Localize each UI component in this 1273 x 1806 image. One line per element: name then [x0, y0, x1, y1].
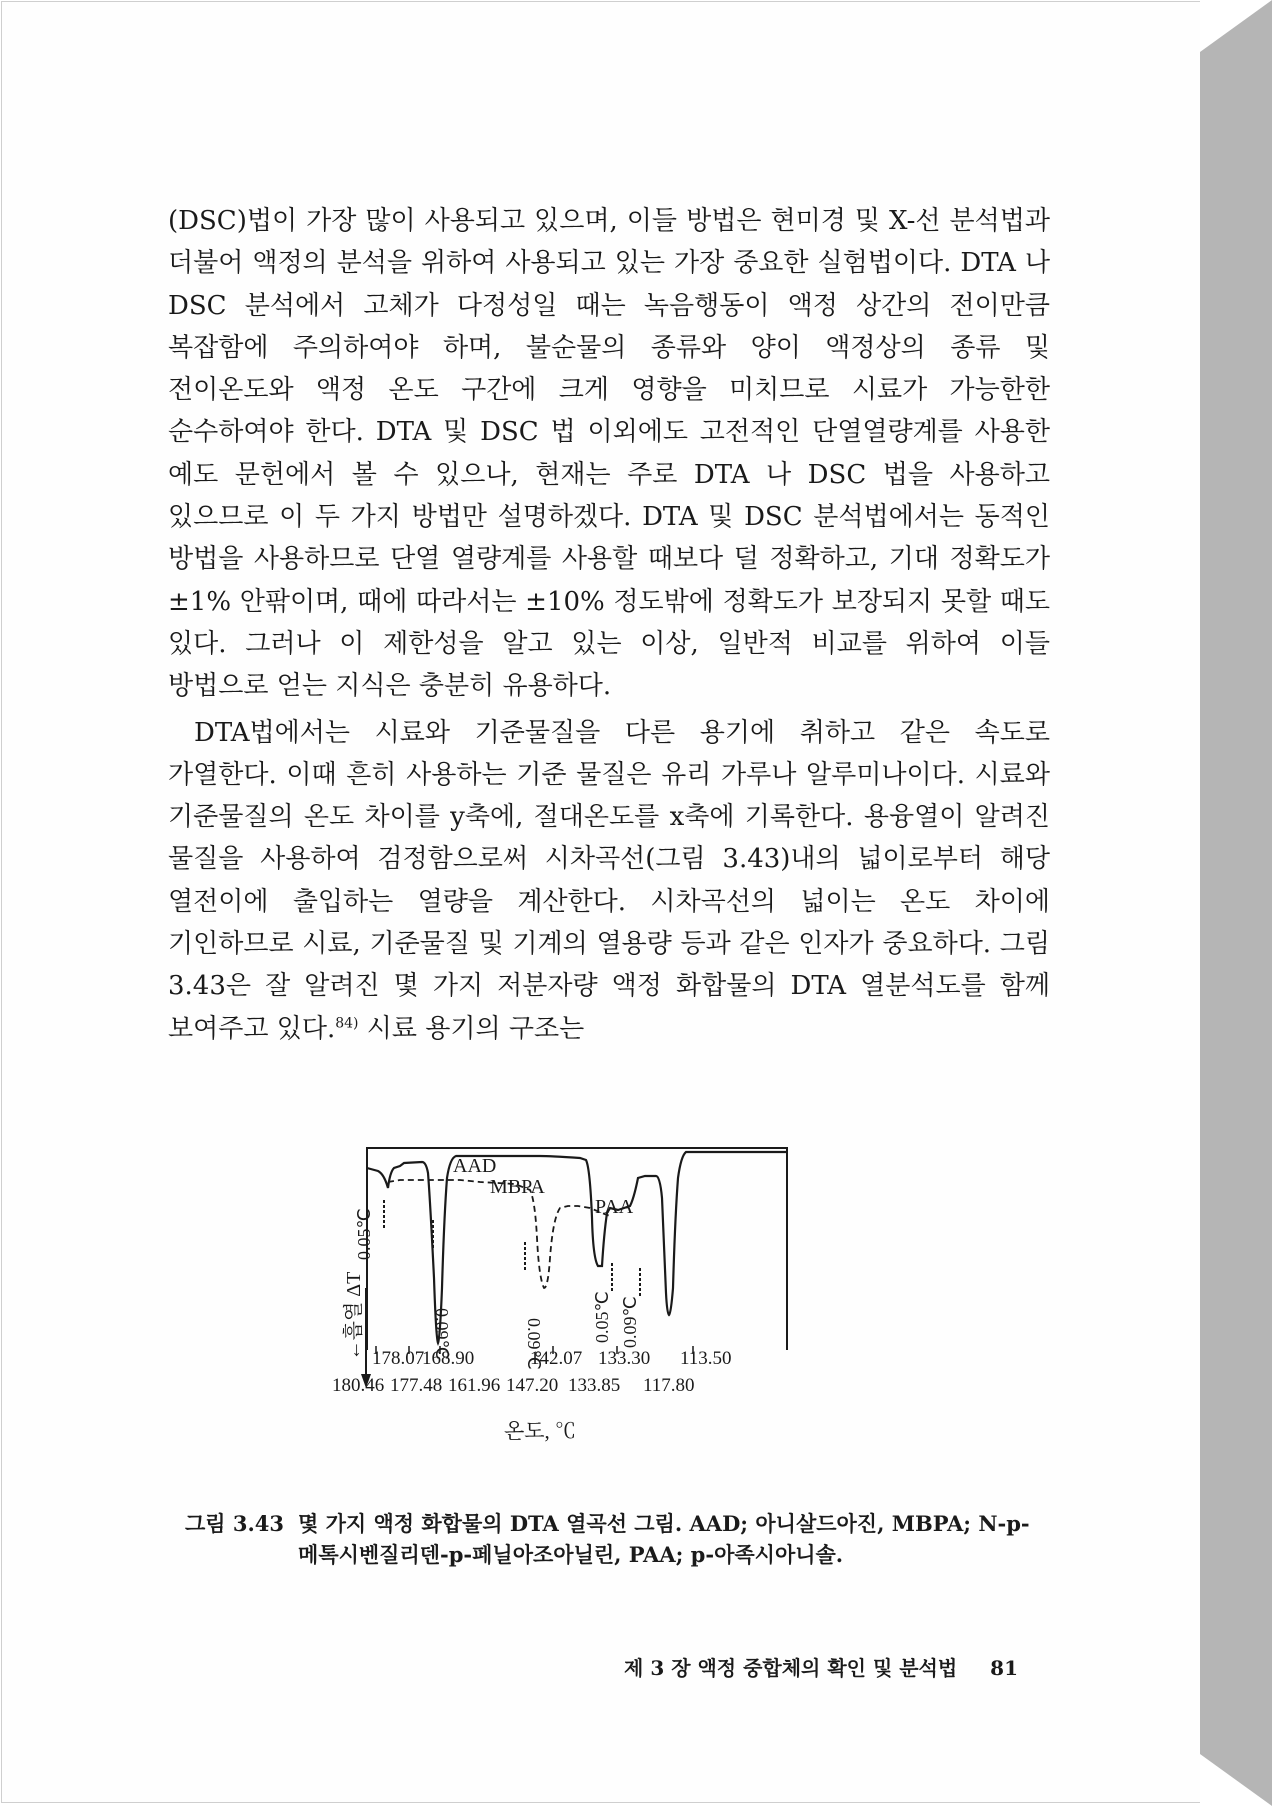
svg-text:0.09℃: 0.09℃	[524, 1318, 544, 1370]
dta-figure	[332, 1138, 810, 1488]
label-paa: PAA	[595, 1196, 634, 1218]
paragraph-2-text: DTA법에서는 시료와 기준물질을 다른 용기에 취하고 같은 속도로 가열한다. 이때 흔히 사용하는 기준 물질은 유리 가루나 알루미나이다. 시료와 기준물질의 온도 차이를 y축에, 절대온도를 x축에 기록한다. 용융열이 알려진 물질을 사용하여 검정함으로써 시차곡선(그림 3.43)내의 넓이로부터 해당 열전이에 출입하는 열량을 계산한다. 시차곡선의 넓이는 온도 차이에 기인하므로 시료, 기준물질 및 기계의 열용량 등과 같은 인자가 중요하다. 그림 3.43은 잘 알려진 몇 가지 저분자량 액정 화합물의 DTA 열분석도를 함께 보여주고 있다.	[168, 717, 1050, 1044]
label-aad: AAD	[453, 1155, 497, 1177]
peak-temp-upper-4: 133.30	[598, 1348, 651, 1369]
running-footer	[548, 1652, 1018, 1681]
svg-text:0.05℃: 0.05℃	[592, 1291, 612, 1343]
paragraph-2	[168, 712, 1050, 1050]
peak-temp-upper-3: 142.07	[530, 1348, 583, 1369]
scale-bar-5	[620, 1268, 640, 1348]
chart-frame	[367, 1148, 787, 1350]
caption-text: 몇 가지 액정 화합물의 DTA 열곡선 그림. AAD; 아니살드아진, MBPA; N-p-메톡시벤질리덴-p-페닐아조아닐린, PAA; p-아족시아니솔.	[298, 1511, 1030, 1567]
spine-bottom-corner	[1200, 1754, 1272, 1806]
peak-temp-lower-4: 147.20	[506, 1375, 559, 1396]
spine-top-corner	[1200, 0, 1272, 52]
dta-thermogram	[332, 1138, 810, 1488]
citation-ref: 84)	[335, 1014, 359, 1031]
page-number: 81	[990, 1656, 1018, 1680]
scale-bar-1	[354, 1200, 384, 1260]
paragraph-1: (DSC)법이 가장 많이 사용되고 있으며, 이들 방법은 현미경 및 X-선 분석법과 더불어 액정의 분석을 위하여 사용되고 있는 가장 중요한 실험법이다. DTA 나 DSC 분석에서 고체가 다정성일 때는 녹음행동이 액정 상간의 전이만큼 복잡함에 주의하여야 하며, 불순물의 종류와 양이 액정상의 종류 및 전이온도와 액정 온도 구간에 크게 영향을 미치므로 시료가 가능한한 순수하여야 한다. DTA 및 DSC 법 이외에도 고전적인 단열열량계를 사용한 예도 문헌에서 볼 수 있으나, 현재는 주로 DTA 나 DSC 법을 사용하고 있으므로 이 두 가지 방법만 설명하겠다. DTA 및 DSC 분석법에서는 동적인 방법을 사용하므로 단열 열량계를 사용할 때보다 덜 정확하고, 기대 정확도가 ±1% 안팎이며, 때에 따라서는 ±10% 정도밖에 정확도가 보장되지 못할 때도 있다. 그러나 이 제한성을 알고 있는 이상, 일반적 비교를 위하여 이들 방법으로 얻는 지식은 충분히 유용하다.	[168, 206, 1050, 702]
peak-temp-lower-3: 161.96	[448, 1375, 501, 1396]
book-spine	[1200, 0, 1272, 1806]
peak-temp-lower-5: 133.85	[568, 1375, 621, 1396]
scale-bar-4	[592, 1263, 612, 1343]
peak-temp-lower-2: 177.48	[390, 1375, 443, 1396]
label-mbpa: MBPA	[490, 1176, 545, 1198]
paragraph-2-tail: 시료 용기의 구조는	[358, 1013, 585, 1044]
caption-number: 그림 3.43	[185, 1511, 285, 1536]
peak-temp-upper-2: 168.90	[422, 1348, 475, 1369]
chapter-title: 제 3 장 액정 중합체의 확인 및 분석법	[624, 1656, 958, 1680]
peak-temp-lower-6: 117.80	[643, 1375, 695, 1396]
y-axis-label: ←흡열 ΔT	[343, 1271, 365, 1361]
svg-text:0.09℃: 0.09℃	[432, 1308, 452, 1360]
figure-caption	[185, 1508, 1035, 1570]
peak-temp-lower-1: 180.46	[332, 1375, 385, 1396]
svg-text:0.09℃: 0.09℃	[620, 1296, 640, 1348]
x-axis-label: 온도, ℃	[503, 1419, 577, 1443]
svg-text:0.05℃: 0.05℃	[354, 1208, 374, 1260]
body-text	[168, 200, 1050, 1050]
peak-temp-upper-5: 113.50	[680, 1348, 732, 1369]
peak-temp-upper-1: 178.07	[372, 1348, 425, 1369]
